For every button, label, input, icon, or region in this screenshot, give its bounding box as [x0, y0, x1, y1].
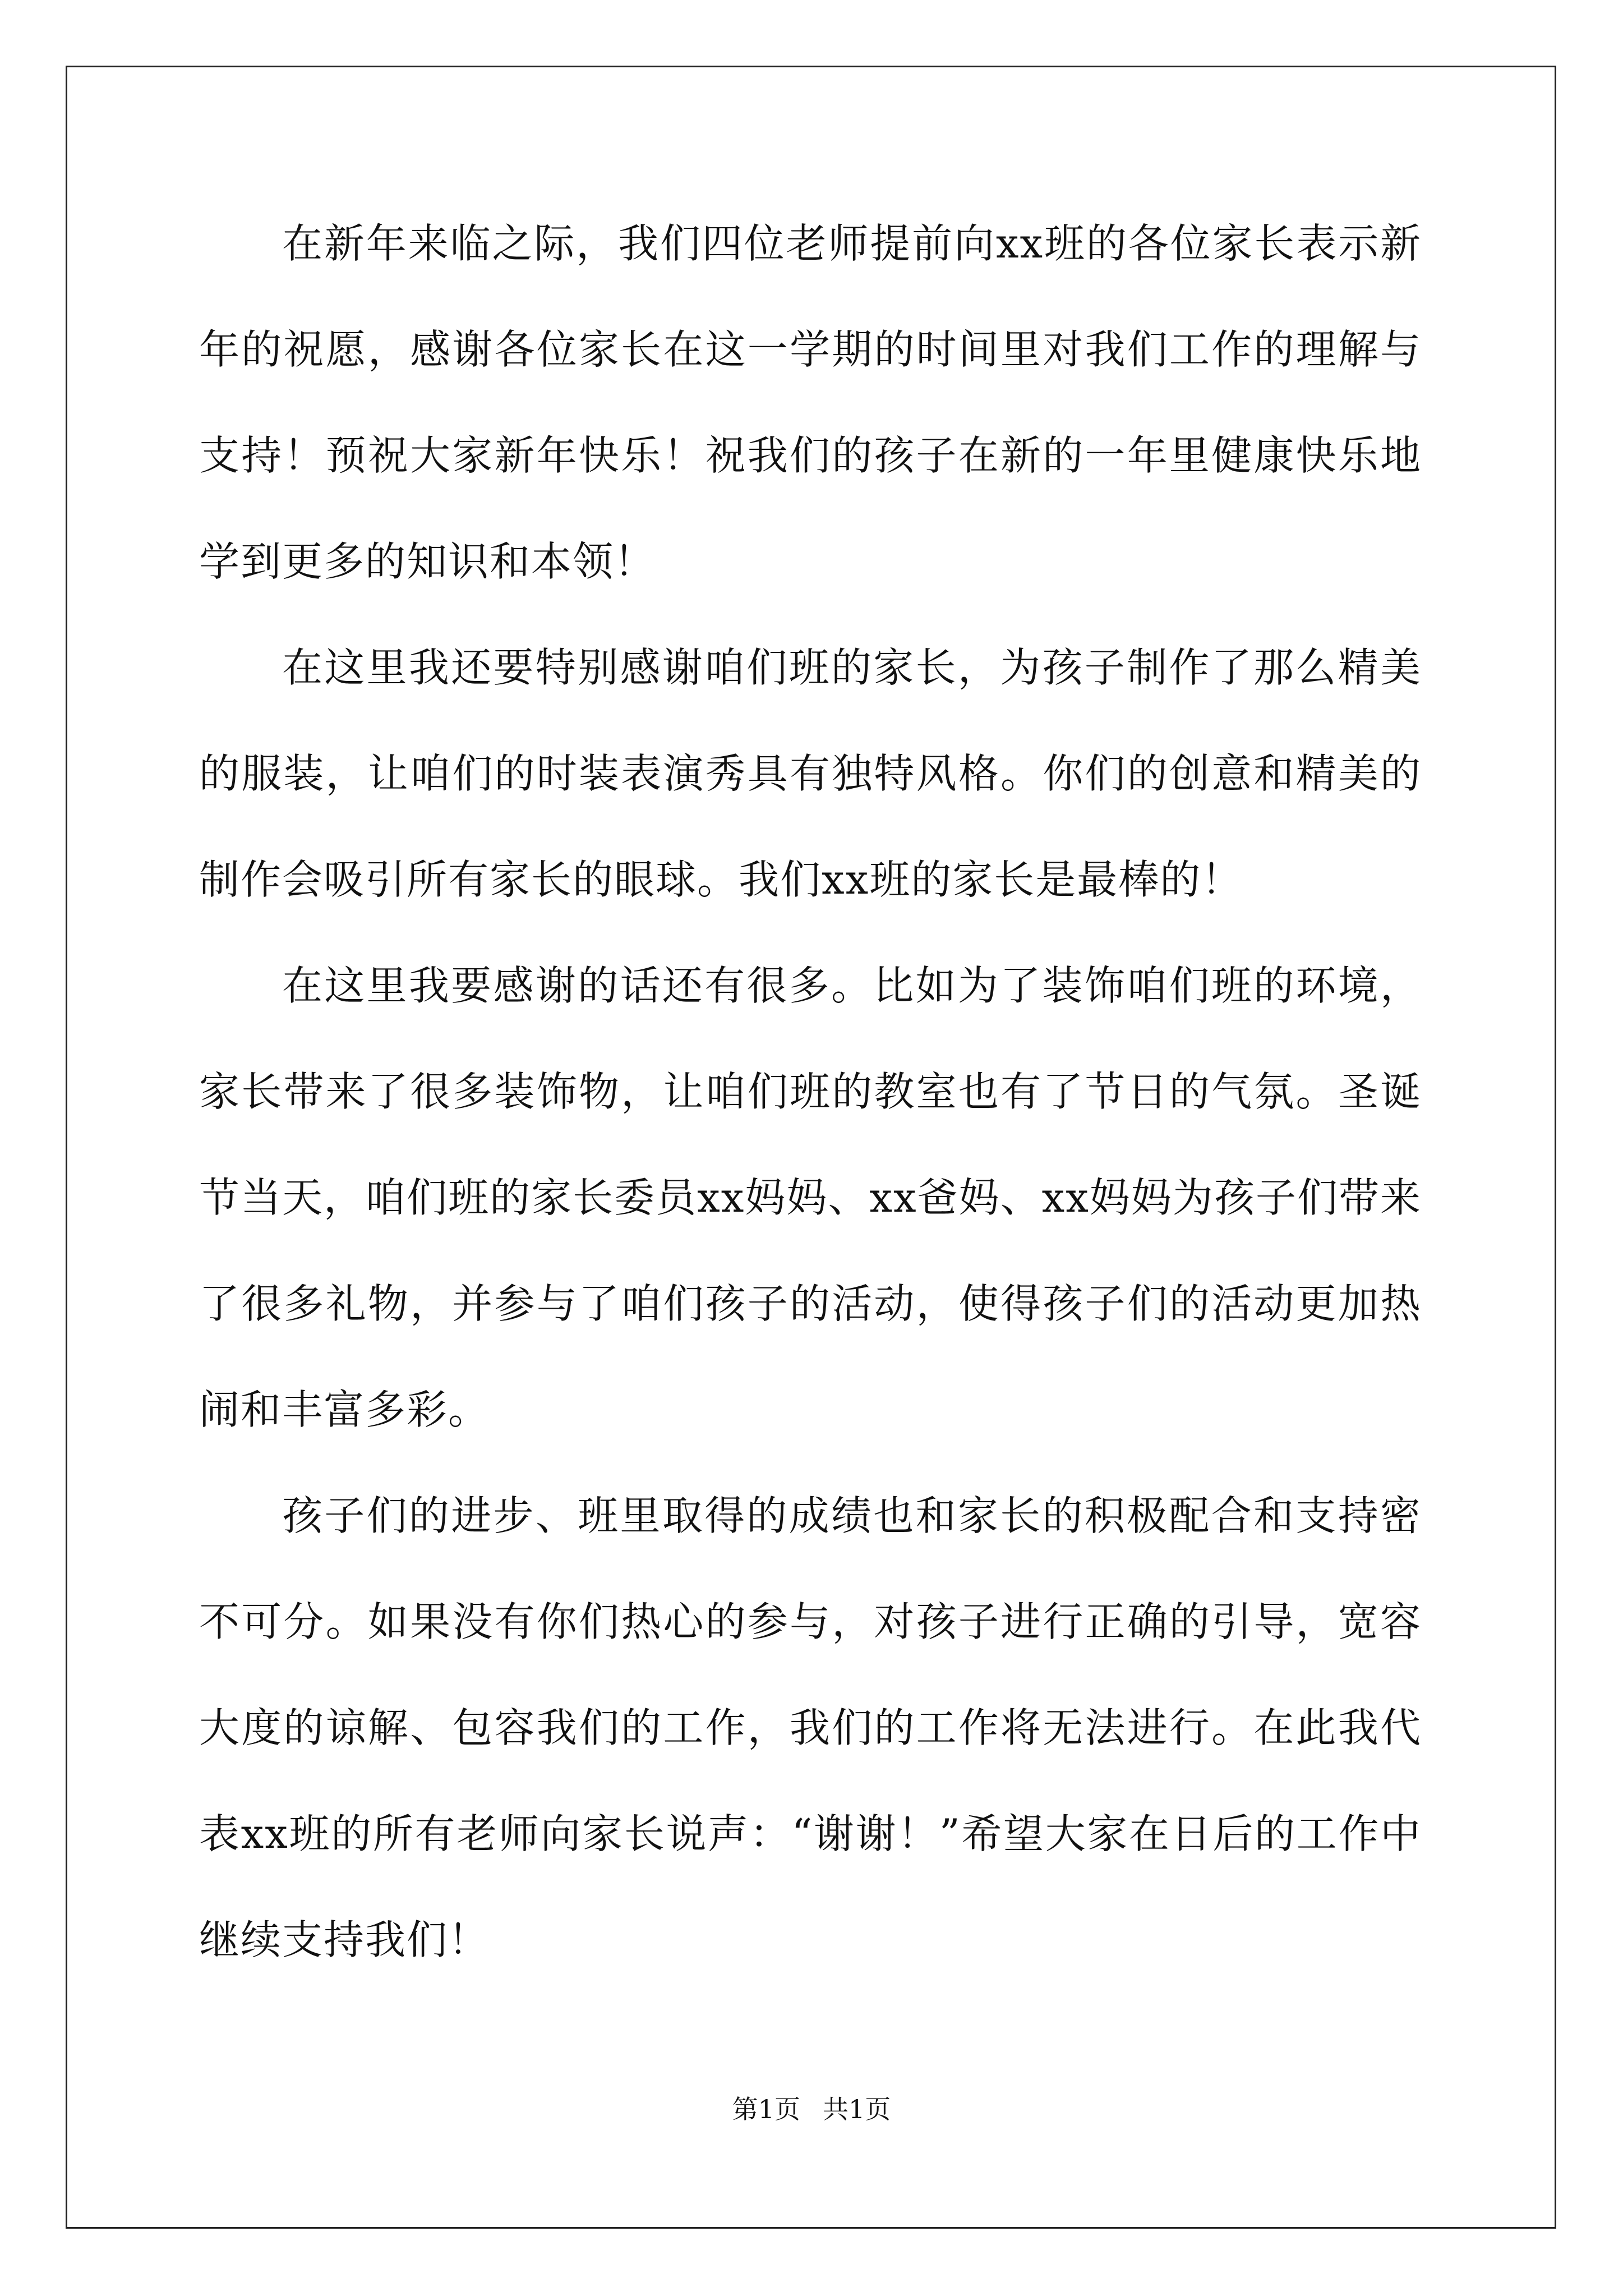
- paragraph-2: 在这里我还要特别感谢咱们班的家长，为孩子制作了那么精美的服装，让咱们的时装表演秀具有独特风格。你们的创意和精美的制作会吸引所有家长的眼球。我们xx班的家长是最棒的！: [199, 644, 1422, 903]
- document-body: [199, 222, 1422, 2024]
- paragraph-4: 孩子们的进步、班里取得的成绩也和家长的积极配合和支持密不可分。如果没有你们热心的参与，对孩子进行正确的引导，宽容大度的谅解、包容我们的工作，我们的工作将无法进行。在此我代表xx班的所有老师向家长说声：“谢谢！”希望大家在日后的工作中继续支持我们！: [199, 1492, 1422, 1963]
- paragraph-1: 在新年来临之际，我们四位老师提前向xx班的各位家长表示新年的祝愿，感谢各位家长在这一学期的时间里对我们工作的理解与支持！预祝大家新年快乐！祝我们的孩子在新的一年里健康快乐地学到更多的知识和本领！: [199, 220, 1422, 585]
- paragraph-3: 在这里我要感谢的话还有很多。比如为了装饰咱们班的环境，家长带来了很多装饰物，让咱们班的教室也有了节日的气氛。圣诞节当天，咱们班的家长委员xx妈妈、xx爸妈、xx妈妈为孩子们带来了很多礼物，并参与了咱们孩子的活动，使得孩子们的活动更加热闹和丰富多彩。: [199, 962, 1422, 1433]
- page-number: 第1页: [732, 2094, 800, 2124]
- page-footer: [0, 2092, 1623, 2126]
- page-total: 共1页: [823, 2094, 891, 2124]
